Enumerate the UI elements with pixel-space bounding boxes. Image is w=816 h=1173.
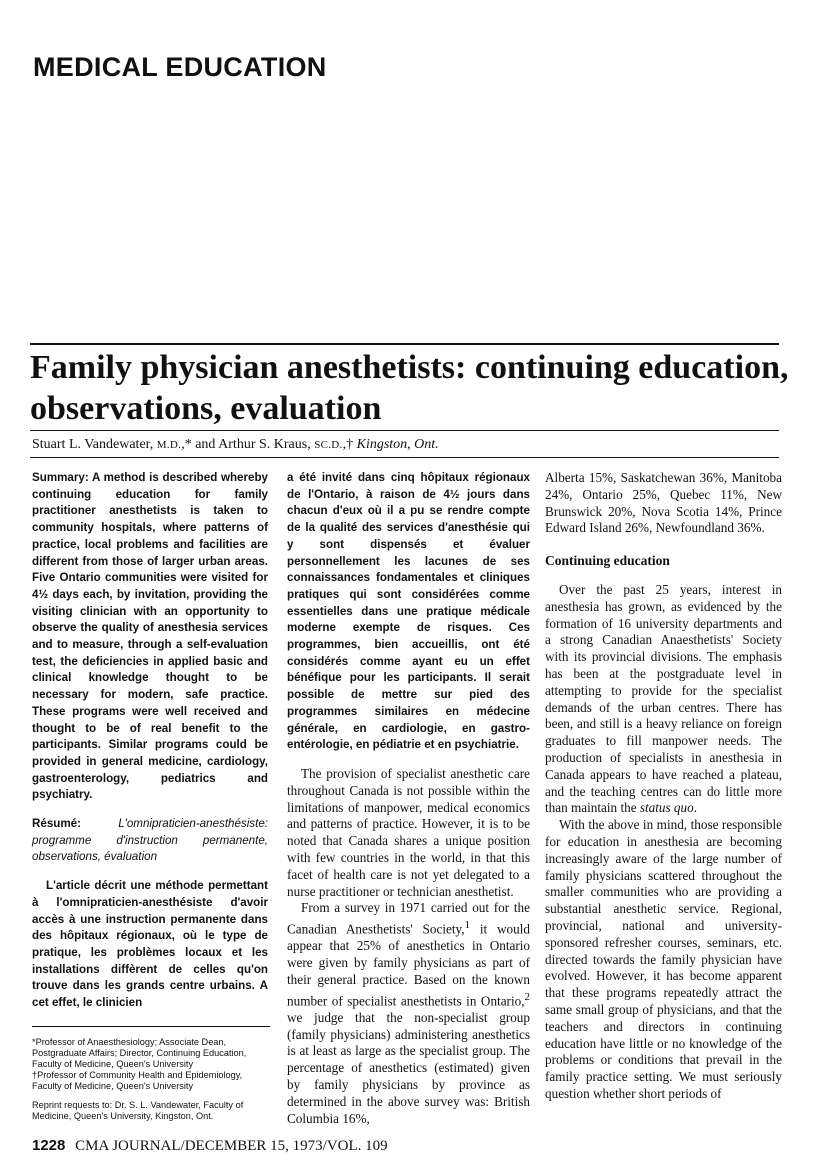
- body-paragraph-5: With the above in mind, those responsible for education in anesthesia are becoming increasingly aware of the large number of family physicians scattered throughout the smaller communities who are providing a substantial anesthetic service. Regional, provincial, national and university-sponsored refresher courses, seminars, etc. directed towards the family physician have evolved. However, it has become apparent that these programs repeatedly attract the same small group of physicians, and that the teachers and directors in continuing education have little or no knowledge of the problems or conditions that prevail in the family practice setting. We must seriously question whether short periods of: [545, 817, 782, 1101]
- column-1: [32, 470, 268, 1012]
- column-2: [287, 470, 530, 1127]
- resume-title: L'omnipraticien-anesthésiste: programme d'instruction permanente, observations, évaluation: [32, 817, 268, 864]
- author-1-degree: M.D.: [156, 439, 182, 451]
- title-line-1: Family physician anesthetists: continuing education,: [30, 349, 789, 386]
- page-footer: [32, 1137, 388, 1155]
- section-heading: Continuing education: [545, 553, 670, 569]
- footnotes: [32, 1026, 270, 1122]
- body-paragraph-4: [545, 582, 782, 817]
- summary-text: A method is described whereby continuing education for family practitioner anesthetists is taken to community hospitals, where patterns of practice, local problems and facilities are different from those of larger urban areas. Five Ontario communities were visited for 4½ days each, by invitation, providing the visiting clinician with an opportunity to observe the quality of anesthesia services and to measure, through a self-evaluation test, the deficiencies in applied basic and clinical knowledge thought to be necessary for modern, safe practice. These programs were well received and thought to be of real benefit to the participants. Similar programs could be provided in general medicine, cardiology, gastroenterology, pediatrics and psychiatry.: [32, 471, 268, 802]
- body-p4-text-b: .: [693, 800, 698, 816]
- reference-2: 2: [524, 990, 530, 1003]
- footnote-1: *Professor of Anaesthesiology; Associate Dean, Postgraduate Affairs; Director, Continuing Education, Faculty of Medicine, Queen's University: [32, 1037, 247, 1069]
- page-number: 1228: [32, 1137, 66, 1154]
- body-paragraph-1: The provision of specialist anesthetic care throughout Canada is not possible within the limitations of manpower, medical economics and patterns of practice. However, it is to be noted that Canada shares a unique position with few countries in the world, in that this facet of health care is not yet delegated to a nurse practitioner or technician anesthetist.: [287, 765, 530, 899]
- summary-label: Summary:: [32, 471, 89, 484]
- resume-label: Résumé:: [32, 817, 81, 831]
- title-rule-top: [30, 343, 779, 345]
- article-title: [30, 347, 790, 429]
- title-line-2: observations, evaluation: [30, 390, 382, 427]
- section-label: MEDICAL EDUCATION: [33, 52, 327, 82]
- body-p4-text-a: Over the past 25 years, interest in anesthesia has grown, as evidenced by the formation of 16 university departments and a strong Canadian Anaesthetists' Society with its provincial divisions. The emphasis has been at the postgraduate level in attempting to provide for the specialist demands of the urban centres. There has been, and still is a heavy reliance on foreign graduates to fill manpower needs. The production of specialists in anesthesia in Canada appears to have reached a plateau, and the teaching centres can do little more than maintain the: [545, 581, 782, 816]
- author-1-mark: ,* and: [181, 437, 219, 452]
- author-location: Kingston, Ont.: [356, 437, 439, 452]
- column-3: [545, 470, 782, 1103]
- footnote-2: †Professor of Community Health and Epidemiology, Faculty of Medicine, Queen's University: [32, 1070, 243, 1091]
- body-p4-italic: status quo: [639, 800, 694, 816]
- body-paragraph-3: Alberta 15%, Saskatchewan 36%, Manitoba 24%, Ontario 25%, Quebec 11%, New Brunswick 20%, Nova Scotia 14%, Prince Edward Island 26%, Newfoundland 36%.: [545, 470, 782, 536]
- title-rule-bottom: [30, 430, 779, 431]
- resume-text-part-2: a été invité dans cinq hôpitaux régionaux de l'Ontario, à raison de 4½ jours dans chacun d'eux où il a pu se rendre compte de la qualité des services d'anesthésie qui y sont dispensés et évaluer personnellement les lacunes de ses connaissances fondamentales et cliniques pratiques qui sont considérées comme essentielles dans une pratique médicale moderne exempte de risques. Ces programmes, bien accueillis, ont été considérés comme ayant eu un effet bénéfique pour les participants. Il serait possible de mettre sur pied des programmes similaires en médecine générale, en cardiologie, en gastro-entérologie, en pédiatrie et en psychiatrie.: [287, 471, 530, 752]
- byline: [32, 436, 792, 454]
- body-paragraph-2: [287, 900, 530, 1127]
- author-1-name: Stuart L. Vandewater,: [32, 437, 157, 452]
- body-p2-text-c: we judge that the non-specialist group (family physicians) administering anesthetics is at least as large as the specialist group. The percentage of anesthetics (estimated) given by family physicians by province as determined in the above survey was: British Columbia 16%,: [287, 1009, 530, 1126]
- author-2-degree: SC.D.: [314, 439, 343, 451]
- body-p2-text-b: it would appear that 25% of anesthetics in Ontario were given by family physicians as part of their general practice. Based on the known number of specialist anesthetists in Ontario,: [287, 921, 530, 1009]
- summary-paragraph: [32, 470, 268, 804]
- body-p2-text-a: From a survey in 1971 carried out for the Canadian Anesthetists' Society,: [287, 900, 530, 937]
- byline-rule: [30, 457, 779, 458]
- resume-text-part-1: L'article décrit une méthode permettant à l'omnipraticien-anesthésiste d'avoir accès à une instruction permanente dans des hôpitaux régionaux, où le type de pratique, les problèmes locaux et les installations diffèrent de celles qu'on trouve dans les grands centre urbains. A cet effet, le clinicien: [32, 879, 268, 1010]
- author-2-name: Arthur S. Kraus,: [218, 437, 315, 452]
- reprint-request: Reprint requests to: Dr. S. L. Vandewater, Faculty of Medicine, Queen's University, Kingston, Ont.: [32, 1100, 244, 1121]
- author-2-mark: ,†: [342, 437, 357, 452]
- reference-1: 1: [464, 919, 471, 932]
- resume-heading: [32, 816, 268, 866]
- journal-citation: CMA JOURNAL/DECEMBER 15, 1973/VOL. 109: [75, 1138, 388, 1154]
